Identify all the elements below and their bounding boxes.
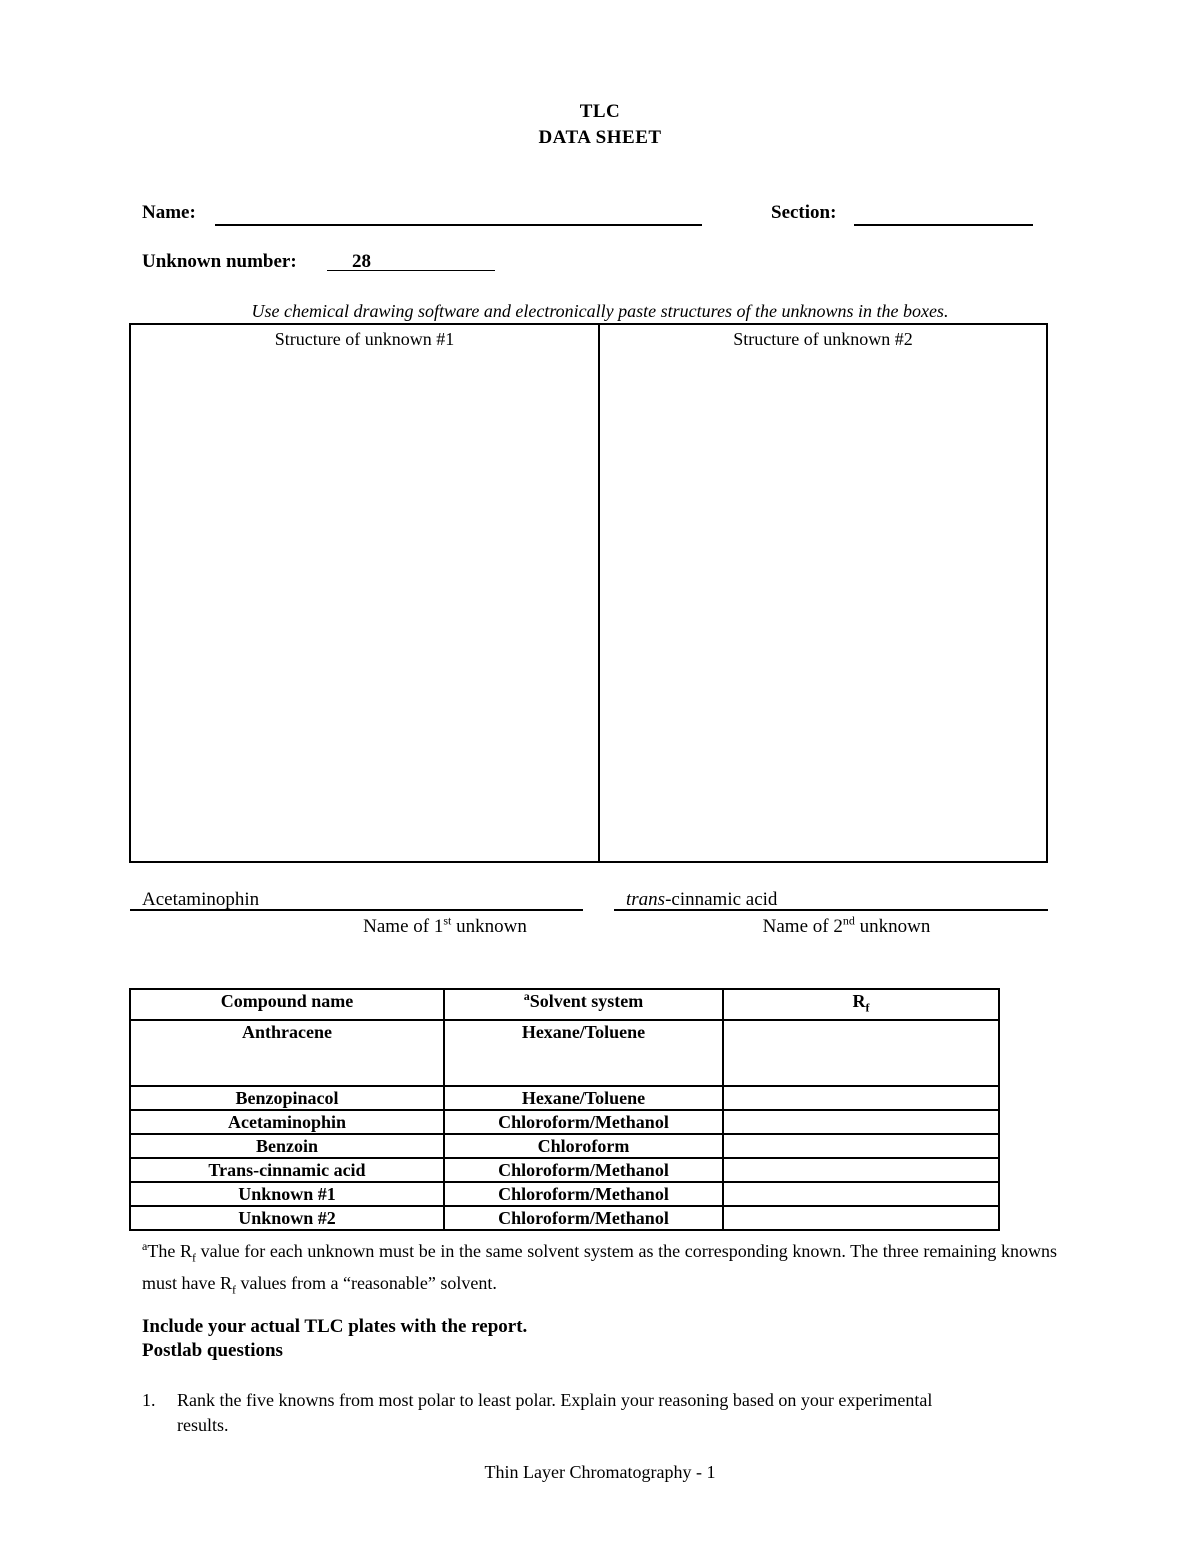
page-footer: Thin Layer Chromatography - 1 bbox=[484, 1462, 716, 1482]
rf-input-cell[interactable] bbox=[723, 1182, 999, 1206]
rf-input-cell[interactable] bbox=[723, 1086, 999, 1110]
document-title: TLC bbox=[579, 101, 621, 122]
unknown-number-label: Unknown number: bbox=[142, 251, 297, 272]
solvent-cell: Chloroform/Methanol bbox=[444, 1182, 723, 1206]
solvent-cell: Chloroform/Methanol bbox=[444, 1158, 723, 1182]
rf-input-cell[interactable] bbox=[723, 1110, 999, 1134]
second-unknown-name-italic: trans bbox=[626, 889, 666, 910]
second-unknown-caption: Name of 2nd unknown bbox=[762, 913, 931, 937]
name-field[interactable] bbox=[215, 202, 702, 226]
compound-cell: Unknown #1 bbox=[130, 1182, 444, 1206]
structure-box-unknown-1[interactable] bbox=[129, 323, 600, 863]
solvent-cell: Hexane/Toluene bbox=[444, 1020, 723, 1086]
question-number: 1. bbox=[142, 1390, 156, 1410]
solvent-cell: Hexane/Toluene bbox=[444, 1086, 723, 1110]
rf-input-cell[interactable] bbox=[723, 1134, 999, 1158]
rf-data-table bbox=[129, 988, 1000, 1231]
table-row bbox=[130, 1110, 999, 1134]
table-row bbox=[130, 1134, 999, 1158]
table-row bbox=[130, 1086, 999, 1110]
compound-cell: Benzoin bbox=[130, 1134, 444, 1158]
question-text: Rank the five knowns from most polar to least polar. Explain your reasoning based on your experimental results. bbox=[177, 1390, 933, 1435]
first-unknown-name-value: Acetaminophin bbox=[142, 889, 260, 910]
table-footnote: $^a$The $R_f$ value for each unknown must be in the same solvent system as the corresponding known. The three remaining knowns must have $R_f$ values from a “reasonable” solvent. bbox=[142, 1239, 1057, 1297]
second-unknown-name-field[interactable] bbox=[614, 889, 1048, 911]
table-row bbox=[130, 1206, 999, 1230]
compound-cell: Unknown #2 bbox=[130, 1206, 444, 1230]
table-header-row bbox=[130, 989, 999, 1020]
rf-input-cell[interactable] bbox=[723, 1020, 999, 1086]
table-row bbox=[130, 1020, 999, 1086]
structure-box-1-label: Structure of unknown #1 bbox=[274, 329, 455, 349]
postlab-heading: Postlab questions bbox=[142, 1340, 283, 1361]
table-row bbox=[130, 1158, 999, 1182]
first-unknown-name-field[interactable] bbox=[130, 889, 583, 911]
structure-box-2-label: Structure of unknown #2 bbox=[733, 329, 913, 349]
include-plates-note: Include your actual TLC plates with the report. bbox=[142, 1316, 528, 1337]
compound-cell: Acetaminophin bbox=[130, 1110, 444, 1134]
unknown-number-field[interactable]: 28 bbox=[327, 251, 495, 271]
compound-cell: Trans-cinnamic acid bbox=[130, 1158, 444, 1182]
rf-input-cell[interactable] bbox=[723, 1206, 999, 1230]
header-rf: $R_f$ bbox=[723, 989, 999, 1020]
rf-input-cell[interactable] bbox=[723, 1158, 999, 1182]
structure-box-unknown-2[interactable] bbox=[598, 323, 1048, 863]
first-unknown-caption: Name of 1st unknown bbox=[363, 913, 527, 937]
compound-cell: Anthracene bbox=[130, 1020, 444, 1086]
second-unknown-name-rest: -cinnamic acid bbox=[665, 889, 778, 910]
compound-cell: Benzopinacol bbox=[130, 1086, 444, 1110]
name-label: Name: bbox=[142, 202, 196, 223]
header-compound-name: Compound name bbox=[130, 989, 444, 1020]
instructions-text: Use chemical drawing software and electronically paste structures of the unknowns in the boxes. bbox=[251, 301, 949, 321]
document-subtitle: DATA SHEET bbox=[538, 127, 662, 148]
table-row bbox=[130, 1182, 999, 1206]
header-solvent-system: $^a$Solvent system bbox=[444, 989, 723, 1020]
solvent-cell: Chloroform/Methanol bbox=[444, 1206, 723, 1230]
solvent-cell: Chloroform bbox=[444, 1134, 723, 1158]
section-label: Section: bbox=[771, 202, 837, 223]
solvent-cell: Chloroform/Methanol bbox=[444, 1110, 723, 1134]
section-field[interactable] bbox=[854, 202, 1033, 226]
